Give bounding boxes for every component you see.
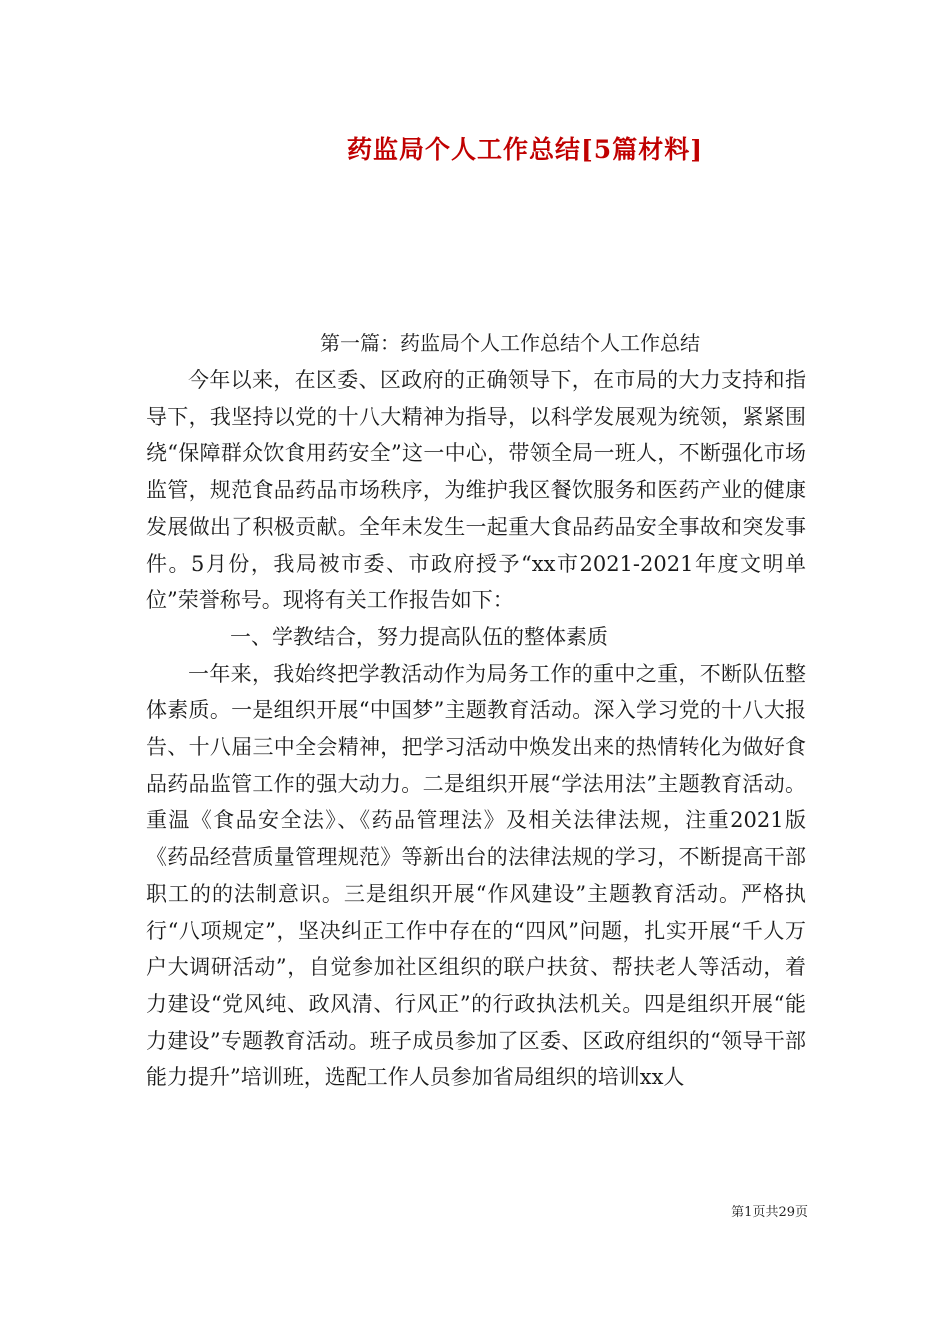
document-title: 药监局个人工作总结[5篇材料] [346,135,704,164]
body-subheading: 一、学教结合，努力提高队伍的整体素质 [230,624,608,649]
section-heading: 第一篇：药监局个人工作总结个人工作总结 [320,331,700,355]
body-paragraph: 今年以来，在区委、区政府的正确领导下，在市局的大力支持和指导下，我坚持以党的十八大精神为指导，以科学发展观为统领，紧紧围绕“保障群众饮食用药安全”这一中心，带领全局一班人，不断强化市场监管，规范食品药品市场秩序，为维护我区餐饮服务和医药产业的健康发展做出了积极贡献。全年未发生一起重大食品药品安全事故和突发事件。5月份，我局被市委、市政府授予“xx市2021-2021年度文明单位”荣誉称号。现将有关工作报告如下： [146,368,806,613]
body-paragraph: 一年来，我始终把学教活动作为局务工作的重中之重，不断队伍整体素质。一是组织开展“中国梦”主题教育活动。深入学习党的十八大报告、十八届三中全会精神，把学习活动中焕发出来的热情转化为做好食品药品监管工作的强大动力。二是组织开展“学法用法”主题教育活动。重温《食品安全法》、《药品管理法》及相关法律法规，注重2021版《药品经营质量管理规范》等新出台的法律法规的学习，不断提高干部职工的的法制意识。三是组织开展“作风建设”主题教育活动。严格执行“八项规定”，坚决纠正工作中存在的“四风”问题，扎实开展“千人万户大调研活动”，自觉参加社区组织的联户扶贫、帮扶老人等活动，着力建设“党风纯、政风清、行风正”的行政执法机关。四是组织开展“能力建设”专题教育活动。班子成员参加了区委、区政府组织的“领导干部能力提升”培训班，选配工作人员参加省局组织的培训xx人 [146,661,806,1090]
page-number: 第1页共29页 [731,1205,808,1220]
document-body [146,362,806,1096]
